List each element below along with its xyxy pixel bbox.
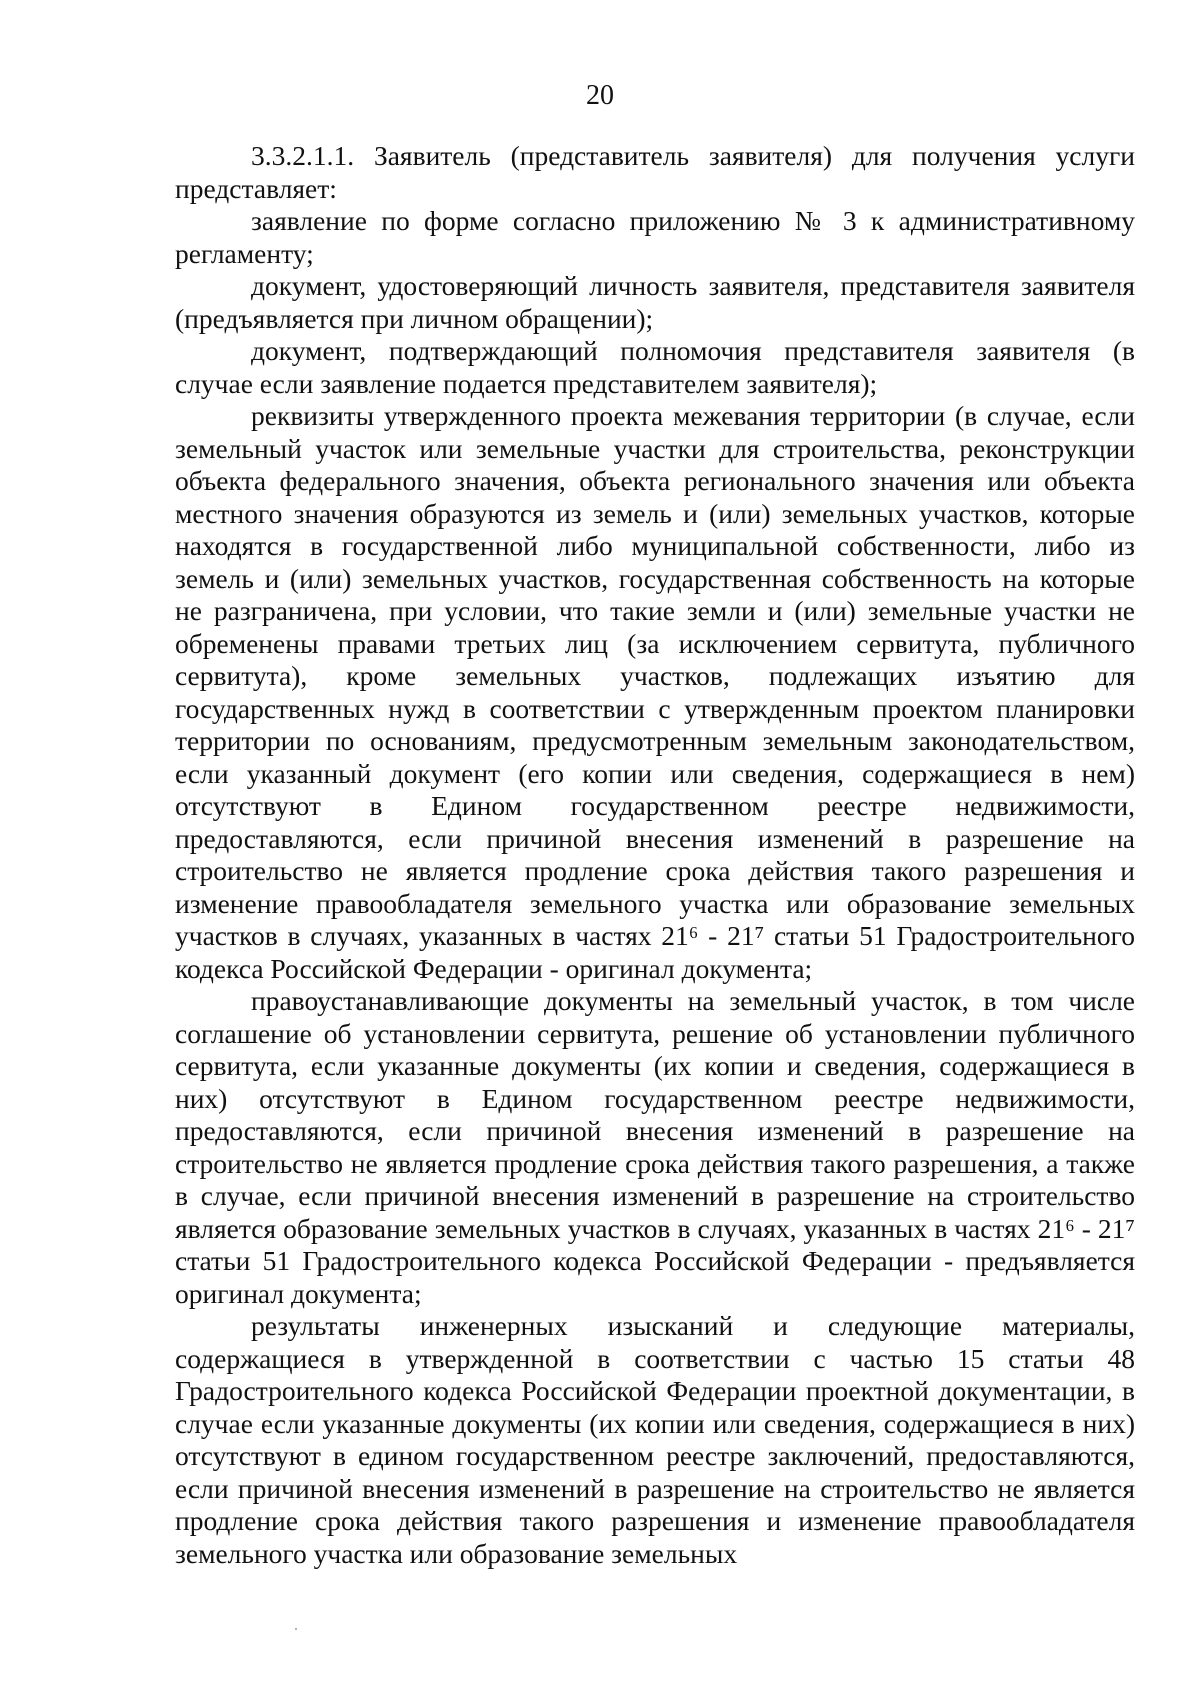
paragraph-intro: 3.3.2.1.1. Заявитель (представитель заявителя) для получения услуги представляет:	[175, 140, 1135, 204]
paragraph-survey-project-details: реквизиты утвержденного проекта межевания территории (в случае, если земельный участок или земельные участки для строительства, реконструкции объекта федерального значения, объекта регионального значения или объекта местного значения образуются из земель и (или) земельных участков, которые находятся в государственной либо муниципальной собственности, либо из земель и (или) земельных участков, государственная собственность на которые не разграничена, при условии, что такие земли и (или) земельные участки не обременены правами третьих лиц (за исключением сервитута, публичного сервитута), кроме земельных участков, подлежащих изъятию для государственных нужд в соответствии с утвержденным проектом планировки территории по основаниям, предусмотренным земельным законодательством, если указанный документ (его копии или сведения, содержащиеся в нем) отсутствуют в Едином государственном реестре недвижимости, предоставляются, если причиной внесения изменений в разрешение на строительство не является продление срока действия такого разрешения и изменение правообладателя земельного участка или образование земельных участков в случаях, указанных в частях 21⁶ - 21⁷ статьи 51 Градостроительного кодекса Российской Федерации - оригинал документа;	[175, 400, 1135, 984]
document-body	[175, 140, 1135, 1570]
page-number: 20	[586, 80, 614, 111]
paragraph-engineering-surveys: результаты инженерных изысканий и следующие материалы, содержащиеся в утвержденной в соответствии с частью 15 статьи 48 Градостроительного кодекса Российской Федерации проектной документации, в случае если указанные документы (их копии или сведения, содержащиеся в них) отсутствуют в едином государственном реестре заключений, предоставляются, если причиной внесения изменений в разрешение на строительство не является продление срока действия такого разрешения и изменение правообладателя земельного участка или образование земельных	[175, 1310, 1135, 1569]
paragraph-title-documents: правоустанавливающие документы на земельный участок, в том числе соглашение об установлении сервитута, решение об установлении публичного сервитута, если указанные документы (их копии и сведения, содержащиеся в них) отсутствуют в Едином государственном реестре недвижимости, предоставляются, если причиной внесения изменений в разрешение на строительство не является продление срока действия такого разрешения, а также в случае, если причиной внесения изменений в разрешение на строительство является образование земельных участков в случаях, указанных в частях 21⁶ - 21⁷ статьи 51 Градостроительного кодекса Российской Федерации - предъявляется оригинал документа;	[175, 985, 1135, 1309]
paragraph-identity-document: документ, удостоверяющий личность заявителя, представителя заявителя (предъявляется при личном обращении);	[175, 270, 1135, 334]
paragraph-application-form: заявление по форме согласно приложению № 3 к административному регламенту;	[175, 205, 1135, 269]
scan-speck	[295, 1628, 297, 1630]
paragraph-authority-document: документ, подтверждающий полномочия представителя заявителя (в случае если заявление подается представителем заявителя);	[175, 335, 1135, 399]
